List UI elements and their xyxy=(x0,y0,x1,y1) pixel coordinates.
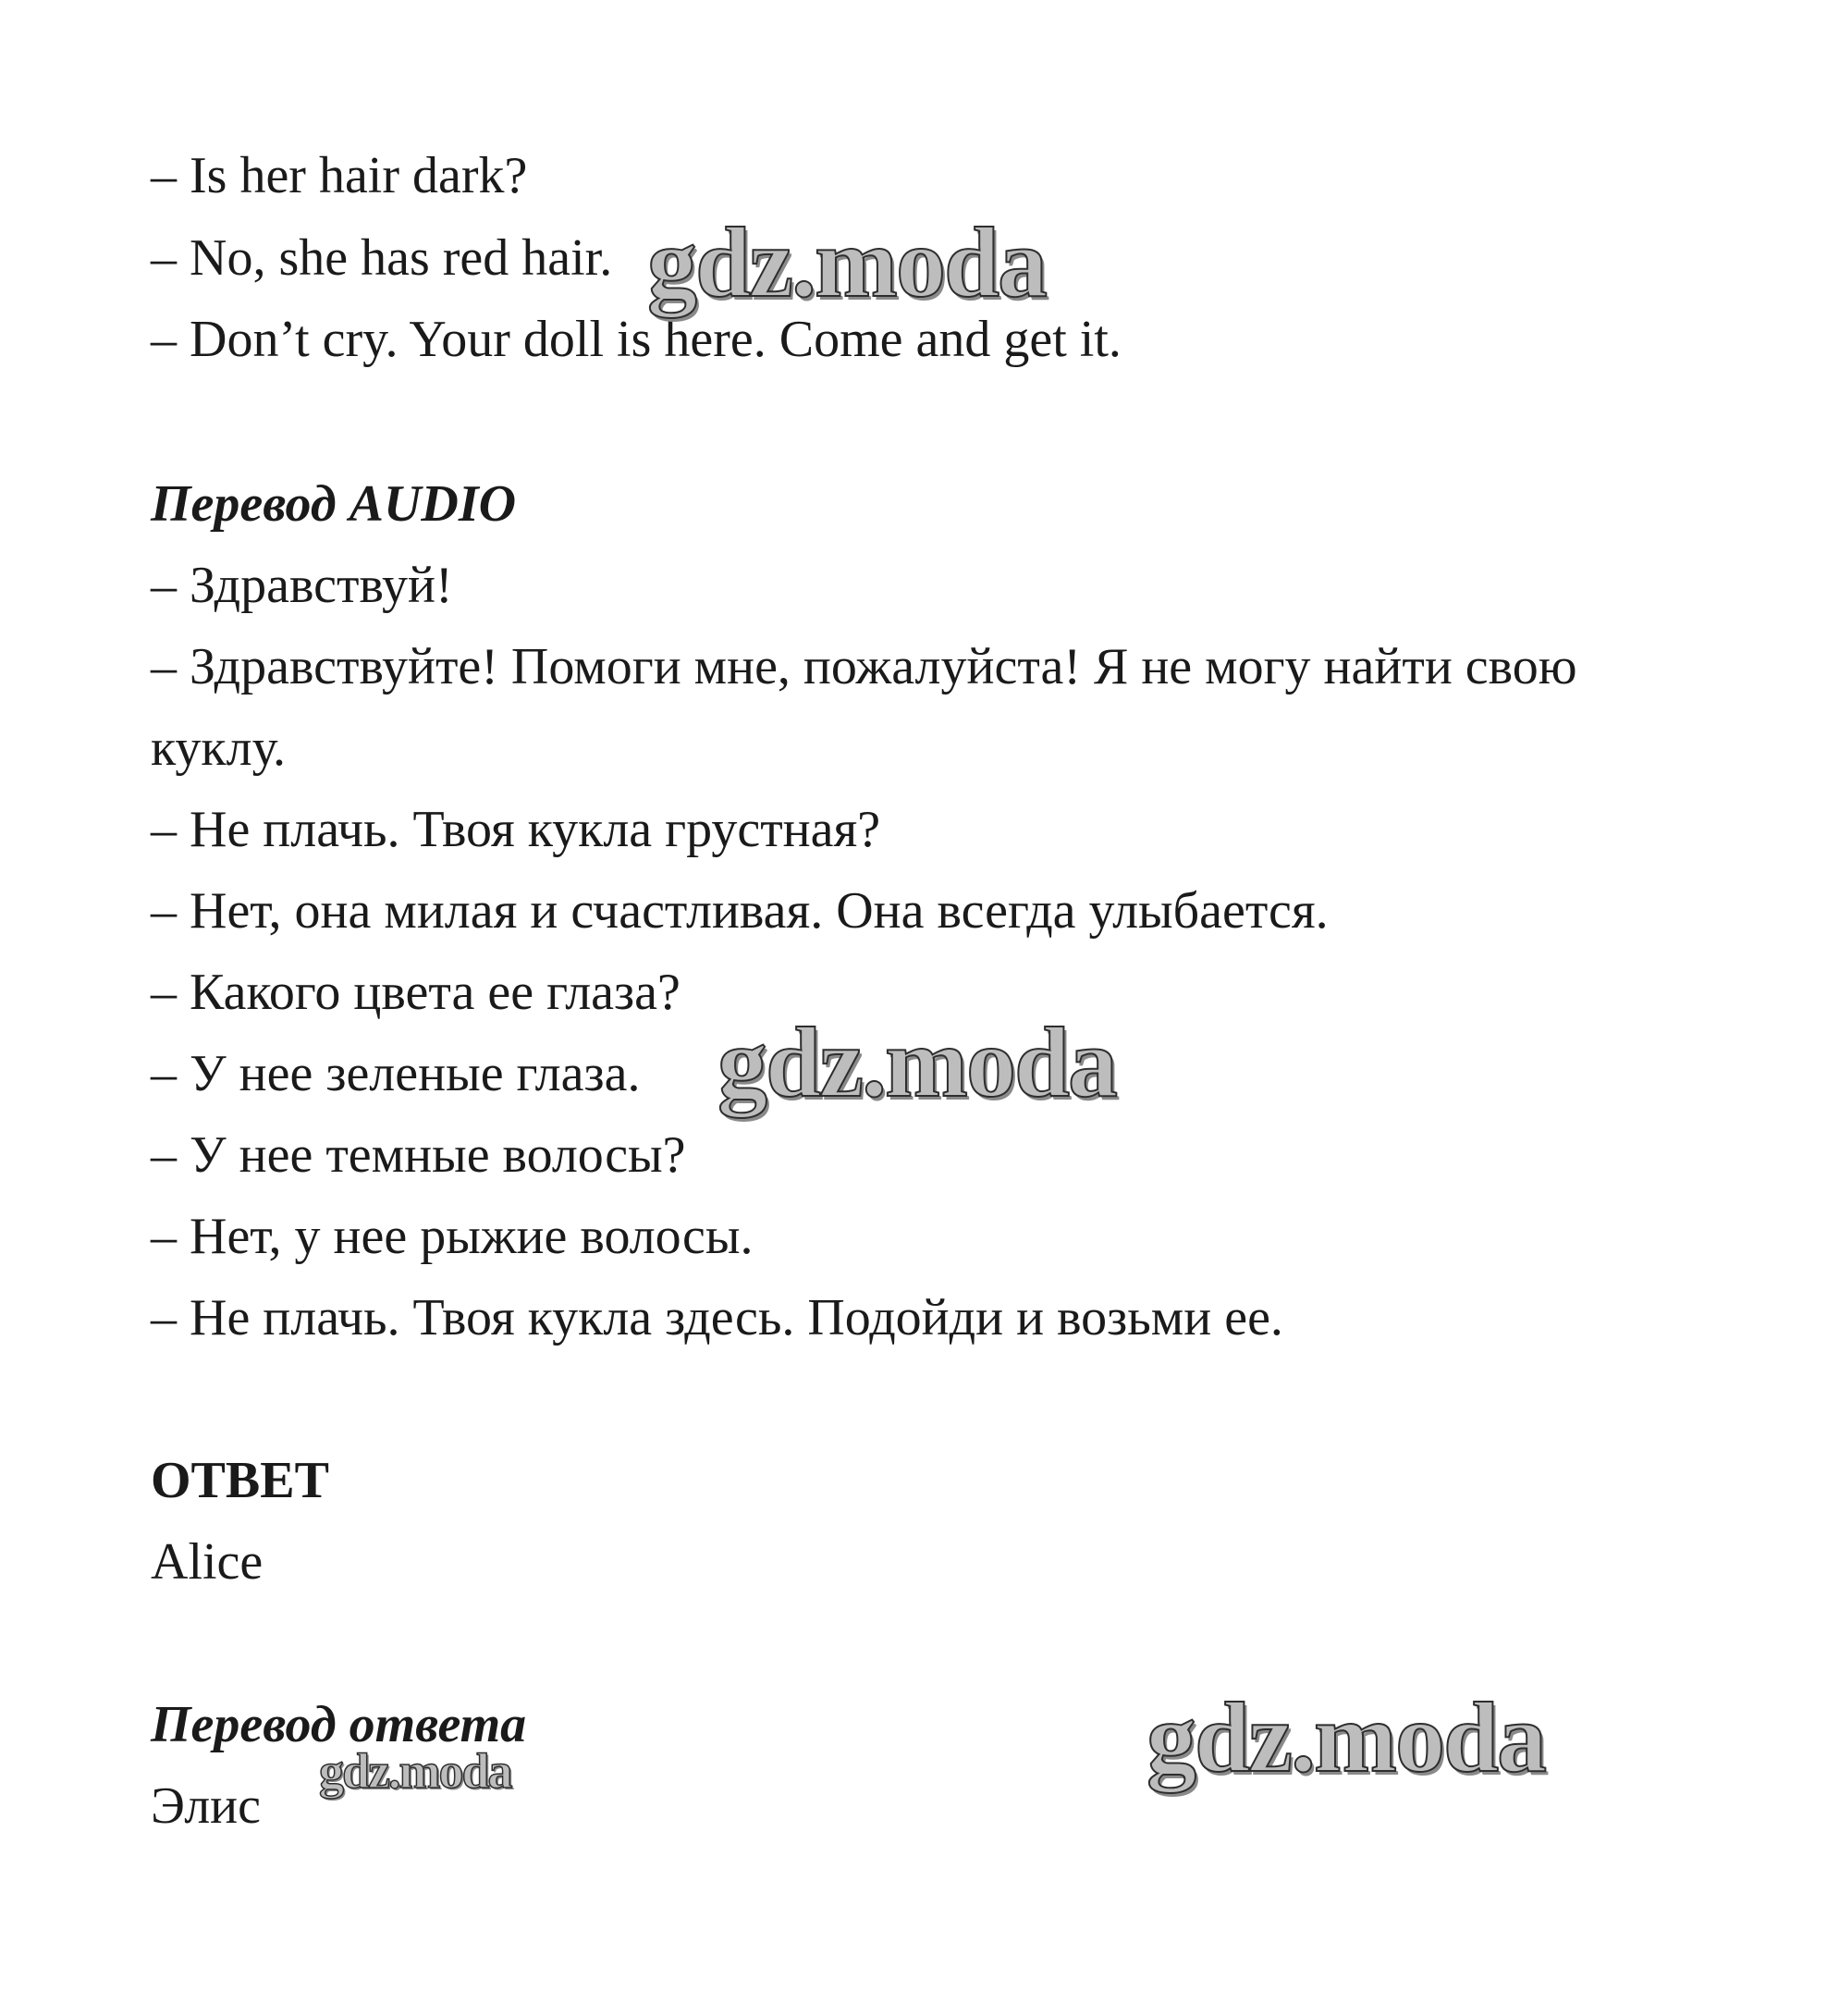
dialogue-line: – No, she has red hair. xyxy=(151,229,613,287)
translation-line: – Не плачь. Твоя кукла грустная? xyxy=(151,801,881,858)
translation-line: – Здравствуйте! Помоги мне, пожалуйста! Я не могу найти свою xyxy=(151,638,1577,695)
dialogue-line: – Don’t cry. Your doll is here. Come and get it. xyxy=(151,311,1122,368)
answer-heading: ОТВЕТ xyxy=(151,1452,329,1509)
watermark-logo: gdz.moda xyxy=(1146,1683,1546,1793)
translation-line: куклу. xyxy=(151,719,286,777)
translation-audio-heading: Перевод AUDIO xyxy=(151,475,517,533)
translation-line: – Не плачь. Твоя кукла здесь. Подойди и возьми ее. xyxy=(151,1289,1283,1346)
answer-translation-heading: Перевод ответа xyxy=(151,1696,527,1753)
watermark-logo: gdz.moda xyxy=(319,1743,511,1799)
translation-line: – Нет, у нее рыжие волосы. xyxy=(151,1208,754,1265)
translation-line: – У нее зеленые глаза. xyxy=(151,1045,641,1102)
answer-translation-value: Элис xyxy=(151,1777,261,1835)
answer-value: Alice xyxy=(151,1533,264,1591)
translation-line: – Какого цвета ее глаза? xyxy=(151,964,681,1021)
dialogue-line: – Is her hair dark? xyxy=(151,147,528,204)
translation-line: – У нее темные волосы? xyxy=(151,1126,686,1184)
translation-line: – Нет, она милая и счастливая. Она всегда улыбается. xyxy=(151,882,1329,940)
translation-line: – Здравствуй! xyxy=(151,557,453,614)
watermark-logo: gdz.moda xyxy=(717,1008,1117,1118)
watermark-logo: gdz.moda xyxy=(647,208,1047,318)
